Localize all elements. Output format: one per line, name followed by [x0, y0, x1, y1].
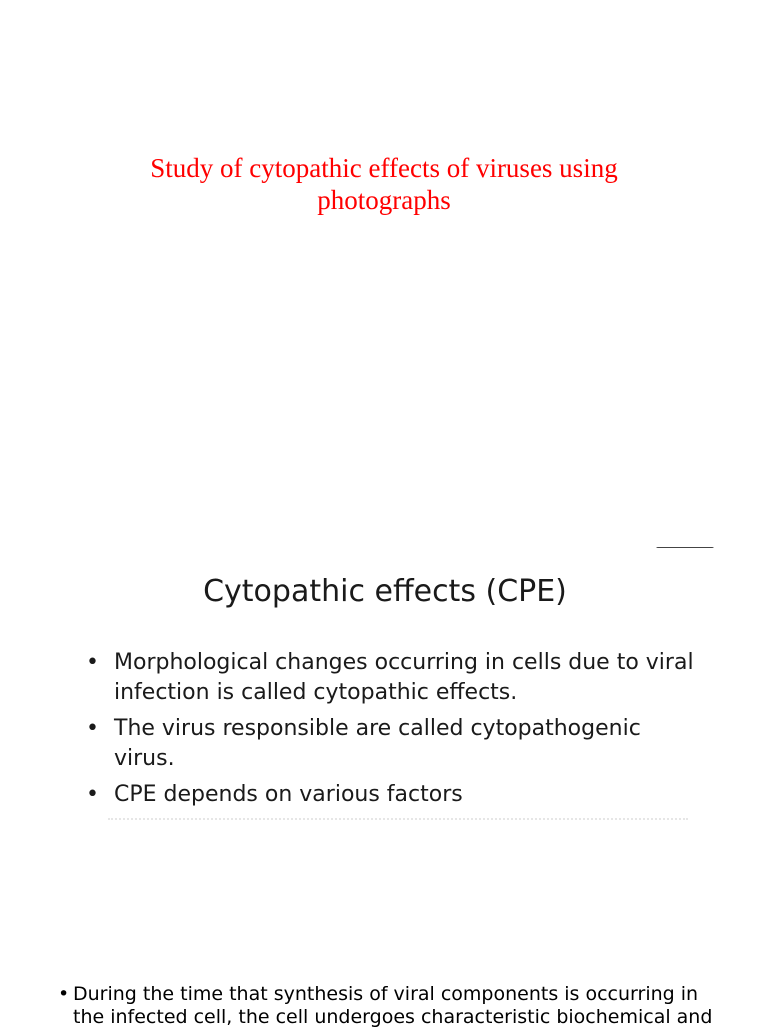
- slide-image: [60, 548, 720, 828]
- body-text: [58, 983, 718, 1029]
- document-title: Study of cytopathic effects of viruses using photographs: [150, 153, 618, 215]
- slide-bullet: • The virus responsible are called cytopathogenic virus.: [84, 714, 694, 774]
- slide-heading: Cytopathic effects (CPE): [203, 574, 567, 609]
- body-paragraph: • During the time that synthesis of viral components is occurring in the infected cell, the cell undergoes characteristic biochemical and: [58, 983, 718, 1029]
- slide-bullet: • CPE depends on various factors: [84, 780, 694, 810]
- slide-bullet-list: [84, 648, 694, 816]
- slide-bullet: • Morphological changes occurring in cells due to viral infection is called cytopathic effects.: [84, 648, 694, 708]
- slide-cropped-text-remnant: [108, 818, 688, 824]
